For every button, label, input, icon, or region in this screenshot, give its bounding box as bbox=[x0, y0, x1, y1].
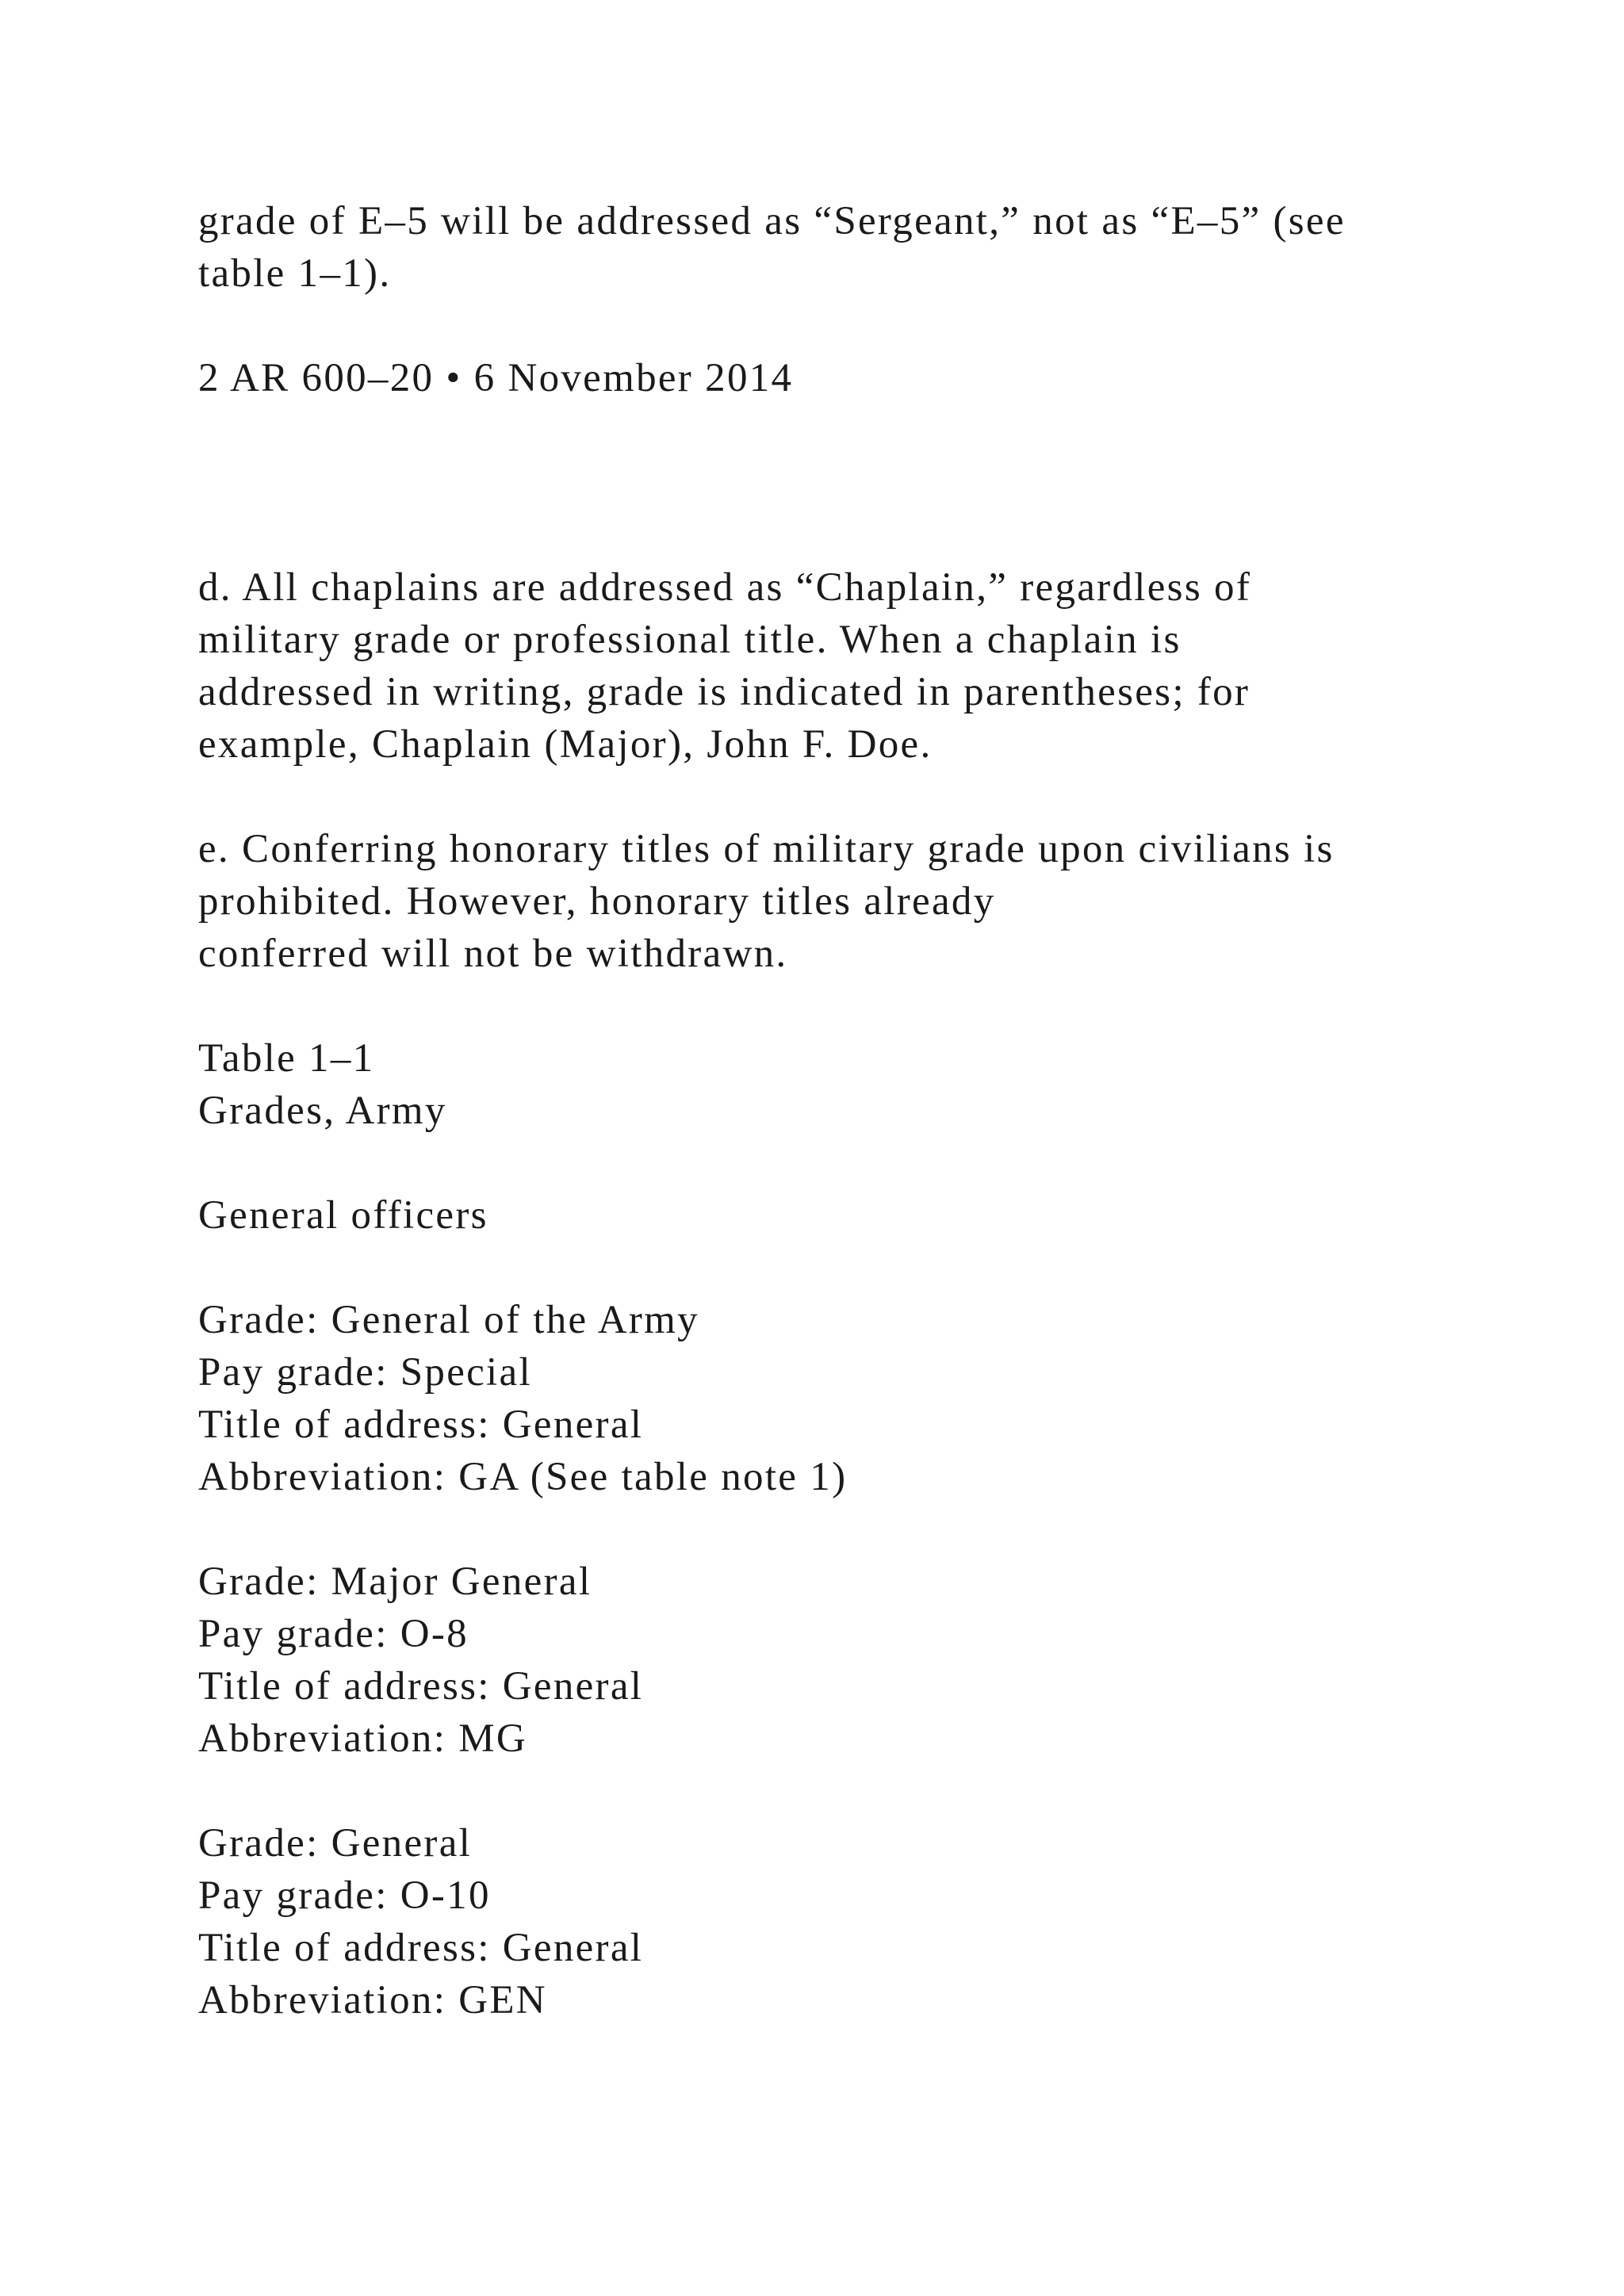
title-of-address-field: Title of address: General bbox=[198, 1926, 644, 1970]
table-subtitle: Grades, Army bbox=[198, 1089, 447, 1133]
abbreviation-field: Abbreviation: GA (See table note 1) bbox=[198, 1455, 848, 1499]
spacer bbox=[198, 1765, 1467, 1817]
title-of-address-field: Title of address: General bbox=[198, 1664, 644, 1709]
text-line: military grade or professional title. When a chaplain is bbox=[198, 618, 1182, 662]
section-heading: General officers bbox=[198, 1193, 488, 1238]
spacer bbox=[198, 300, 1467, 352]
pay-grade-field: Pay grade: O-10 bbox=[198, 1873, 491, 1918]
text-line: addressed in writing, grade is indicated in parentheses; for bbox=[198, 670, 1251, 714]
grade-entry bbox=[198, 1817, 1467, 2026]
spacer bbox=[198, 771, 1467, 823]
pay-grade-field: Pay grade: Special bbox=[198, 1350, 532, 1395]
text-line: example, Chaplain (Major), John F. Doe. bbox=[198, 722, 933, 767]
page-footer-reference: 2 AR 600–20 • 6 November 2014 bbox=[198, 356, 794, 400]
grade-entry bbox=[198, 1556, 1467, 1765]
spacer bbox=[198, 980, 1467, 1032]
pay-grade-field: Pay grade: O-8 bbox=[198, 1612, 469, 1656]
grade-entry bbox=[198, 1294, 1467, 1503]
spacer bbox=[198, 1503, 1467, 1556]
text-line: grade of E–5 will be addressed as “Sergeant,” not as “E–5” (see bbox=[198, 199, 1346, 243]
spacer bbox=[198, 1242, 1467, 1294]
grade-field: Grade: General of the Army bbox=[198, 1298, 699, 1342]
text-line: prohibited. However, honorary titles already bbox=[198, 879, 996, 924]
intro-paragraph bbox=[198, 195, 1467, 300]
grade-field: Grade: Major General bbox=[198, 1559, 592, 1604]
grade-field: Grade: General bbox=[198, 1821, 473, 1866]
text-line: conferred will not be withdrawn. bbox=[198, 932, 788, 976]
document-page bbox=[198, 195, 1467, 2026]
abbreviation-field: Abbreviation: MG bbox=[198, 1716, 527, 1761]
text-line: e. Conferring honorary titles of military grade upon civilians is bbox=[198, 827, 1335, 871]
paragraph-e bbox=[198, 823, 1467, 980]
spacer bbox=[198, 1137, 1467, 1189]
text-line: table 1–1). bbox=[198, 251, 392, 296]
text-line: d. All chaplains are addressed as “Chaplain,” regardless of bbox=[198, 565, 1252, 610]
spacer bbox=[198, 404, 1467, 561]
table-title: Table 1–1 bbox=[198, 1036, 375, 1081]
paragraph-d bbox=[198, 561, 1467, 771]
abbreviation-field: Abbreviation: GEN bbox=[198, 1978, 547, 2022]
title-of-address-field: Title of address: General bbox=[198, 1402, 644, 1447]
